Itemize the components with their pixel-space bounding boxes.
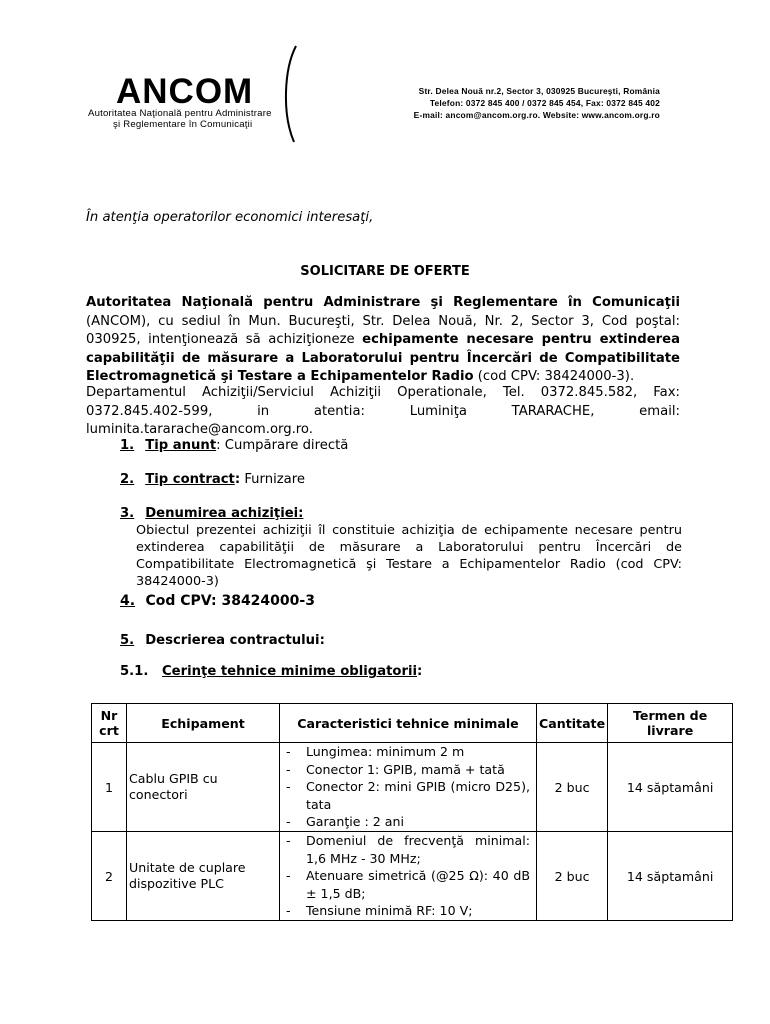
contact-phone: Telefon: 0372 845 400 / 0372 845 454, Fax: 0372 845 402 xyxy=(429,98,660,108)
feature-item: - Conector 2: mini GPIB (micro D25), tata xyxy=(282,778,534,813)
section-value: : Cumpărare directă xyxy=(216,438,349,453)
cell-nr: 2 xyxy=(92,832,127,921)
section-3 xyxy=(120,505,303,523)
feature-item: - Lungimea: minimum 2 m xyxy=(282,743,534,761)
table-row xyxy=(92,832,733,921)
ancom-logo xyxy=(86,44,301,144)
table-header-row xyxy=(92,704,733,743)
column-header-equipment: Echipament xyxy=(127,704,280,743)
feature-item: - Garanţie : 2 ani xyxy=(282,813,534,831)
section-colon: : xyxy=(234,472,241,487)
contact-address: Str. Delea Nouă nr.2, Sector 3, 030925 Bucureşti, România xyxy=(418,86,660,96)
subsection-colon: : xyxy=(417,664,423,679)
column-header-delivery-term: Termen de livrare xyxy=(608,704,733,743)
subsection-5-1 xyxy=(120,664,422,679)
column-header-characteristics: Caracteristici tehnice minimale xyxy=(280,704,537,743)
logo-subtitle xyxy=(88,108,272,130)
section-number: 3. xyxy=(120,506,135,521)
subsection-heading: Cerinţe tehnice minime obligatorii xyxy=(162,664,418,679)
section-2 xyxy=(120,471,305,489)
section-3-text: Obiectul prezentei achiziţii îl constituie achiziţia de echipamente necesare pentru extinderea capabilităţii de măsurare a Laboratorului pentru Încercări de Compatibilitate Electromagnetică şi Testare a Echipamentelor Radio (cod CPV: 38424000-3) xyxy=(136,523,682,589)
cell-quantity: 2 buc xyxy=(537,832,608,921)
section-number: 4. xyxy=(120,593,136,609)
cell-characteristics xyxy=(280,743,537,832)
cell-equipment: Unitate de cuplare dispozitive PLC xyxy=(127,832,280,921)
cell-nr: 1 xyxy=(92,743,127,832)
logo-wordmark: ANCOM xyxy=(116,72,254,111)
greeting: În atenţia operatorilor economici interesaţi, xyxy=(86,210,374,225)
intro-text-2: (cod CPV: 38424000-3). xyxy=(473,369,635,384)
cell-delivery-term: 14 săptamâni xyxy=(608,832,733,921)
section-heading: Cod CPV: 38424000-3 xyxy=(145,593,315,609)
section-number: 1. xyxy=(120,438,135,453)
column-header-quantity: Cantitate xyxy=(537,704,608,743)
table-row xyxy=(92,743,733,832)
cell-equipment: Cablu GPIB cu conectori xyxy=(127,743,280,832)
logo-subtitle-line-1: Autoritatea Naţională pentru Administrare xyxy=(88,108,272,119)
cell-characteristics xyxy=(280,832,537,921)
section-5 xyxy=(120,632,325,650)
document-title: SOLICITARE DE OFERTE xyxy=(300,264,470,279)
section-heading: Denumirea achiziţiei: xyxy=(145,506,304,521)
requirements-table xyxy=(91,703,733,921)
logo-arc-icon xyxy=(280,44,300,144)
feature-list xyxy=(282,832,534,920)
section-number: 5. xyxy=(120,633,135,648)
feature-item: - Atenuare simetrică (@25 Ω): 40 dB ± 1,5 dB; xyxy=(282,867,534,902)
logo-subtitle-line-2: şi Reglementare în Comunicaţii xyxy=(113,119,253,130)
intro-text-1: (ANCOM), cu sediul în Mun. Bucureşti, Str. Delea Nouă, Nr. 2, Sector 3, Cod poştal: 030925, intenţionează să achiziţioneze xyxy=(86,313,680,347)
cell-delivery-term: 14 săptamâni xyxy=(608,743,733,832)
intro-organization: Autoritatea Naţională pentru Administrare şi Reglementare în Comunicaţii xyxy=(86,295,680,310)
feature-item: - Domeniul de frecvenţă minimal: 1,6 MHz - 30 MHz; xyxy=(282,832,534,867)
intro-paragraph xyxy=(86,294,680,387)
subsection-number: 5.1. xyxy=(120,664,149,679)
section-heading: Tip contract xyxy=(145,472,235,487)
section-heading: Tip anunt xyxy=(145,438,217,453)
cell-quantity: 2 buc xyxy=(537,743,608,832)
feature-item: - Tensiune minimă RF: 10 V; xyxy=(282,902,534,920)
section-1 xyxy=(120,437,348,455)
section-value: Furnizare xyxy=(240,472,305,487)
contact-email-website: E-mail: ancom@ancom.org.ro. Website: www.ancom.org.ro xyxy=(413,110,660,120)
section-4 xyxy=(120,592,315,610)
feature-item: - Conector 1: GPIB, mamă + tată xyxy=(282,761,534,779)
section-number: 2. xyxy=(120,472,135,487)
department-contact: Departamentul Achiziţii/Serviciul Achiziţii Operationale, Tel. 0372.845.582, Fax: 0372.845.402-599, in atentia: Luminiţa TARARACHE, email: luminita.tararache@ancom.org.ro. xyxy=(86,385,680,437)
contact-block xyxy=(414,85,660,121)
section-heading: Descrierea contractului: xyxy=(145,633,325,648)
feature-list xyxy=(282,743,534,831)
intro-object: echipamente necesare pentru extinderea capabilităţii de măsurare a Laboratorului pentru Încercări de Compatibilitate Electromagnetică şi Testare a Echipamentelor Radio xyxy=(86,332,680,384)
column-header-nr: Nr crt xyxy=(92,704,127,743)
